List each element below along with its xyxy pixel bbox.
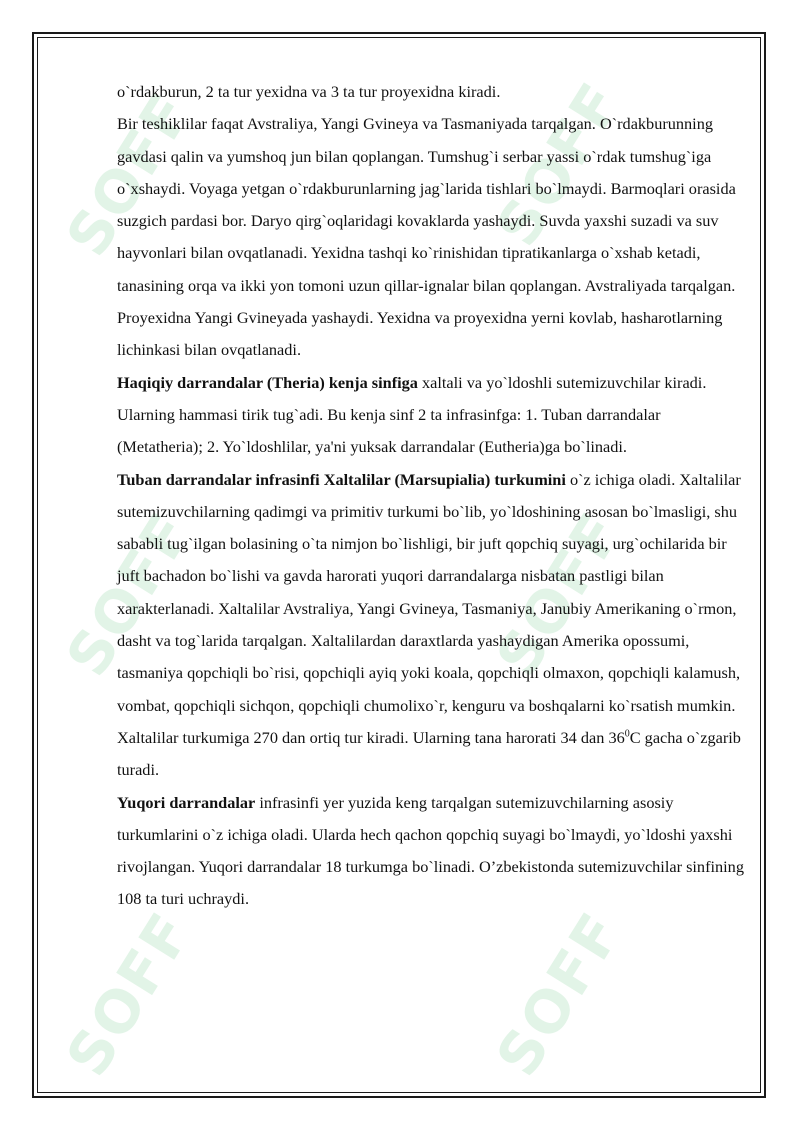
paragraph-text: o`rdakburun, 2 ta tur yexidna va 3 ta tur proyexidna kiradi. <box>117 82 501 101</box>
degree-superscript: 0 <box>624 728 630 740</box>
paragraph <box>117 787 745 916</box>
paragraph-heading: Tuban darrandalar infrasinfi Xaltalilar (Marsupialia) turkumini <box>117 469 566 489</box>
paragraph <box>117 76 745 108</box>
watermark-text: SOFF <box>53 500 206 688</box>
document-body <box>117 76 745 916</box>
watermark-text: SOFF <box>483 500 636 688</box>
watermark-text: SOFF <box>483 70 636 258</box>
paragraph-text-tail: C gacha o`zgarib turadi. <box>117 727 741 780</box>
watermark-text: SOFF <box>53 80 206 268</box>
paragraph-text: infrasinfi yer yuzida keng tarqalgan sutemizuvchilarning asosiy turkumlarini o`z ichiga oladi. Ularda hech qachon qopchiq suyagi bo`lmaydi, yo`ldoshi yaxshi rivojlangan. Yuqori darrandalar 18 turkumga bo`linadi. O’zbekistonda sutemizuvchilar sinfining 108 ta turi uchraydi. <box>117 792 744 909</box>
paragraph-heading: Yuqori darrandalar <box>117 792 256 812</box>
paragraph-text: o`z ichiga oladi. Xaltalilar sutemizuvchilarning qadimgi va primitiv turkumi bo`lib, yo`ldoshining asosan bo`lmasligi, shu sababli tug`ilgan bolasining o`ta nimjon bo`lishligi, bir juft qopchiq suyagi, urg`ochilarida bir juft bachadon bo`lishi va gavda harorati yuqori darrandalarga nisbatan pastligi bilan xarakterlanadi. Xaltalilar Avstraliya, Yangi Gvineya, Tasmaniya, Janubiy Amerikaning o`rmon, dasht va tog`larida tarqalgan. Xaltalilardan daraxtlarda yashaydigan Amerika opossumi, tasmaniya qopchiqli bo`risi, qopchiqli ayiq yoki koala, qopchiqli olmaxon, qopchiqli kalamush, vombat, qopchiqli sichqon, qopchiqli chumolixo`r, kenguru va boshqalarni ko`rsatish mumkin. Xaltalilar turkumiga 270 dan ortiq tur kiradi. Ularning tana harorati 34 dan 36 <box>117 469 741 747</box>
paragraph-heading: Haqiqiy darrandalar (Theria) kenja sinfiga <box>117 372 418 392</box>
paragraph <box>117 367 745 464</box>
paragraph-text: xaltali va yo`ldoshli sutemizuvchilar kiradi. Ularning hammasi tirik tug`adi. Bu kenja sinf 2 ta infrasinfga: 1. Tuban darrandalar (Metatheria); 2. Yo`ldoshlilar, ya'ni yuksak darrandalar (Eutheria)ga bo`linadi. <box>117 372 707 457</box>
watermark-text: SOFF <box>53 900 206 1088</box>
paragraph <box>117 108 745 366</box>
paragraph-text: Bir teshiklilar faqat Avstraliya, Yangi Gvineya va Tasmaniyada tarqalgan. O`rdakburunning gavdasi qalin va yumshoq jun bilan qoplangan. Tumshug`i serbar yassi o`rdak tumshug`iga o`xshaydi. Voyaga yetgan o`rdakburunlarning jag`larida tishlari bo`lmaydi. Barmoqlari orasida suzgich pardasi bor. Daryo qirg`oqlaridagi kovaklarda yashaydi. Suvda yaxshi suzadi va suv hayvonlari bilan ovqatlanadi. Yexidna tashqi ko`rinishidan tipratikanlarga o`xshab ketadi, tanasining orqa va ikki yon tomoni uzun qillar-ignalar bilan qoplangan. Avstraliyada tarqalgan. Proyexidna Yangi Gvineyada yashaydi. Yexidna va proyexidna yerni kovlab, hasharotlarning lichinkasi bilan ovqatlanadi. <box>117 114 736 360</box>
watermark-text: SOFF <box>483 900 636 1088</box>
paragraph <box>117 464 745 787</box>
